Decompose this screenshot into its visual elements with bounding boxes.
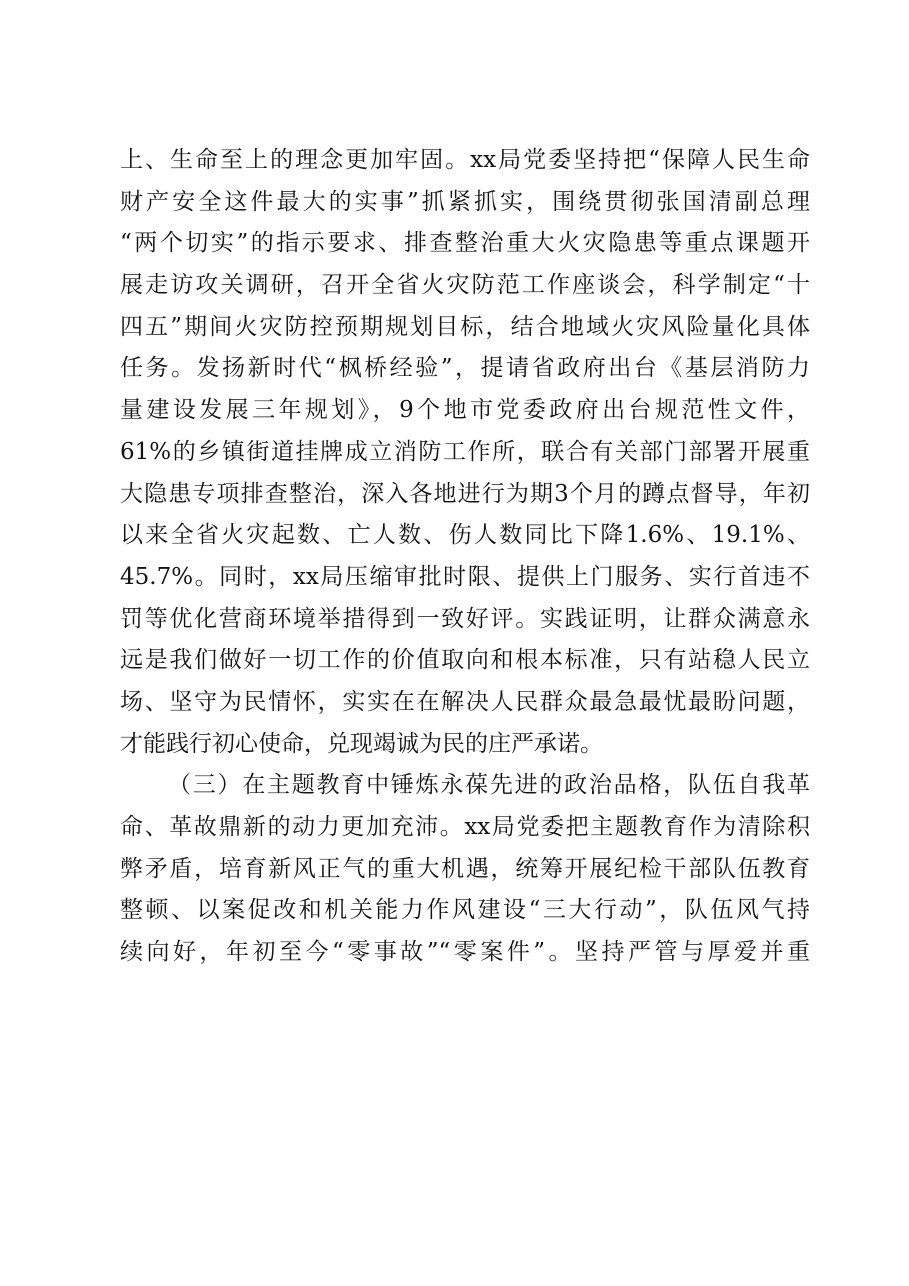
text-line: “两个切实”的指示要求、排查整治重大火灾隐患等重点课题开	[120, 230, 810, 257]
text-line: 整顿、以案促改和机关能力作风建设“三大行动”，队伍风气持	[120, 897, 810, 924]
text-line: 四五”期间火灾防控预期规划目标，结合地域火灾风险量化具体	[120, 313, 810, 340]
document-body	[120, 140, 810, 974]
text-line: 上、生命至上的理念更加牢固。xx局党委坚持把“保障人民生命	[120, 147, 810, 173]
text-line: 任务。发扬新时代“枫桥经验”，提请省政府出台《基层消防力	[120, 355, 810, 382]
text-line: 财产安全这件最大的实事”抓紧抓实，围绕贯彻张国清副总理	[120, 188, 810, 215]
text-line: 弊矛盾，培育新风正气的重大机遇，统筹开展纪检干部队伍教育	[120, 855, 810, 882]
text-line: 展走访攻关调研，召开全省火灾防范工作座谈会，科学制定“十	[120, 272, 810, 299]
paragraph-end-line: 才能践行初心使命，兑现竭诚为民的庄严承诺。	[120, 730, 603, 757]
text-line: 远是我们做好一切工作的价值取向和根本标准，只有站稳人民立	[120, 647, 810, 674]
text-line: 量建设发展三年规划》，9个地市党委政府出台规范性文件，	[120, 397, 810, 424]
text-line: 以来全省火灾起数、亡人数、伤人数同比下降1.6%、19.1%、	[120, 522, 810, 549]
text-line: 61%的乡镇街道挂牌成立消防工作所，联合有关部门部署开展重	[120, 438, 810, 465]
text-line: 场、坚守为民情怀，实实在在解决人民群众最急最忧最盼问题，	[120, 688, 810, 715]
section-heading-line: （三）在主题教育中锤炼永葆先进的政治品格，队伍自我革	[168, 772, 810, 799]
text-line: 45.7%。同时，xx局压缩审批时限、提供上门服务、实行首违不	[120, 563, 810, 590]
text-line: 续向好，年初至今“零事故”“零案件”。坚持严管与厚爱并重	[120, 939, 810, 966]
text-line: 大隐患专项排查整治，深入各地进行为期3个月的蹲点督导，年初	[120, 480, 810, 507]
text-line: 罚等优化营商环境举措得到一致好评。实践证明，让群众满意永	[120, 605, 810, 632]
text-line: 命、革故鼎新的动力更加充沛。xx局党委把主题教育作为清除积	[120, 814, 810, 840]
